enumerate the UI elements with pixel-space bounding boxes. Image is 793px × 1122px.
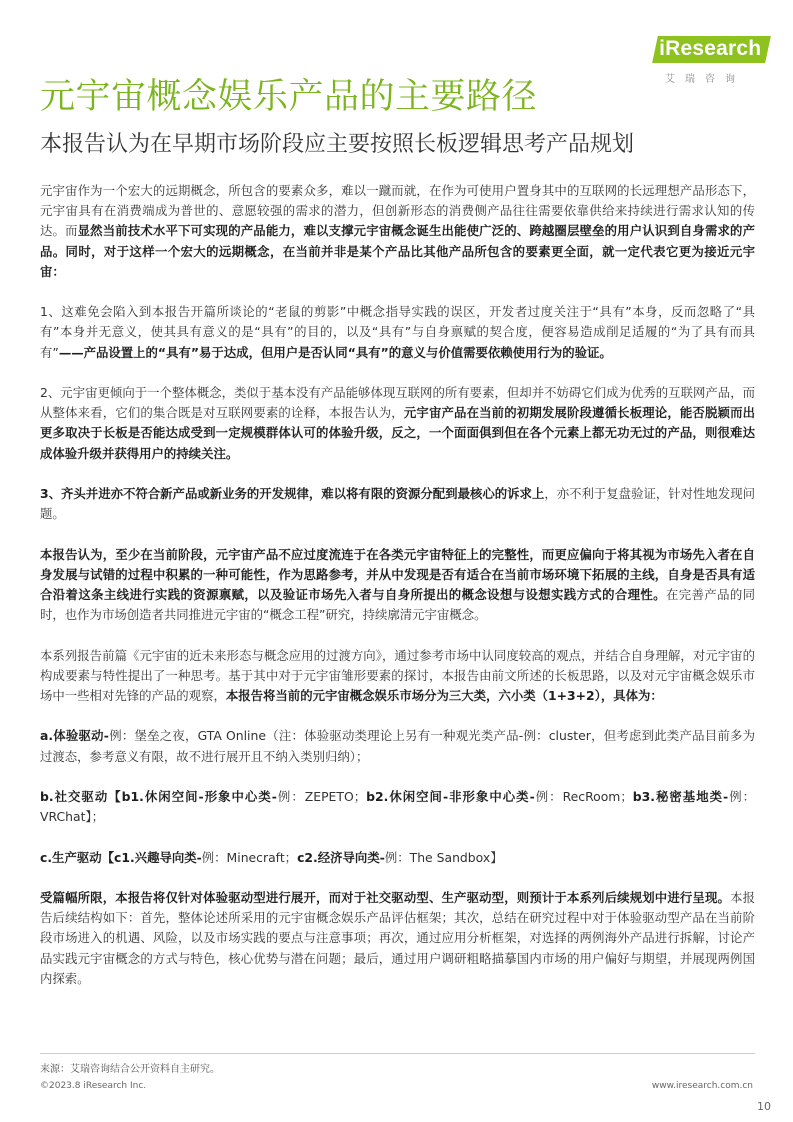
paragraph-intro: 元宇宙作为一个宏大的远期概念，所包含的要素众多，难以一蹴而就，在作为可使用户置身其中的互联网的长远理想产品形态下，元宇宙具有在消费端成为普世的、意愿较强的需求的潜力，但创新形态的消费侧产品往往需要依靠供给来持续进行需求认知的传达。而显然当前技术水平下可实现的产品能力，难以支撑元宇宙概念诞生出能使广泛的、跨越圈层壁垒的用户认识到自身需求的产品。同时，对于这样一个宏大的远期概念，在当前并非是某个产品比其他产品所包含的要素更全面，就一定代表它更为接近元宇宙： <box>40 183 756 279</box>
logo-subtitle: 艾瑞咨询 <box>665 74 745 85</box>
website-url: www.iresearch.com.cn <box>651 1081 753 1091</box>
source-note: 来源：艾瑞咨询结合公开资料自主研究。 <box>40 1064 220 1075</box>
page-title: 元宇宙概念娱乐产品的主要路径 <box>40 77 538 117</box>
report-body <box>40 181 755 1009</box>
logo-wordmark: iResearch <box>659 37 762 60</box>
paragraph-point-1: 1、这难免会陷入到本报告开篇所谈论的“老鼠的剪影”中概念指导实践的误区，开发者过度关注于“具有”本身，反而忽略了“具有”本身并无意义，使其具有意义的是“具有”的目的，以及“具有”与自身禀赋的契合度，便容易造成削足适履的“为了具有而具有”——产品设置上的“具有”易于达成，但用户是否认同“具有”的意义与价值需要依赖使用行为的验证。 <box>40 304 755 360</box>
paragraph-structure: 受篇幅所限，本报告将仅针对体验驱动型进行展开，而对于社交驱动型、生产驱动型，则预计于本系列后续规划中进行呈现。本报告后续结构如下：首先，整体论述所采用的元宇宙概念娱乐产品评估框架；其次，总结在研究过程中对于体验驱动型产品在当前阶段市场进入的机遇、风险，以及市场实践的要点与注意事项；再次，通过应用分析框架，对选择的两例海外产品进行拆解，讨论产品实践元宇宙概念的方式与特色，核心优势与潜在问题；最后，通过用户调研粗略描摹国内市场的用户偏好与期望，并展现两例国内探索。 <box>40 889 756 986</box>
page-number: 10 <box>757 1100 771 1113</box>
category-b-social: b.社交驱动【b1.休闲空间-形象中心类-例：ZEPETO；b2.休闲空间-非形象中心类-例：RecRoom；b3.秘密基地类-例：VRChat】； <box>40 788 756 825</box>
paragraph-categories-intro: 本系列报告前篇《元宇宙的近未来形态与概念应用的过渡方向》，通过参考市场中认同度较高的观点，并结合自身理解，对元宇宙的构成要素与特性提出了一种思考。基于其中对于元宇宙雏形要素的探讨，本报告由前文所述的长板思路，以及对元宇宙概念娱乐市场中一些相对先锋的产品的观察，本报告将当前的元宇宙概念娱乐市场分为三大类，六小类（1+3+2），具体为： <box>40 647 755 703</box>
footer-divider <box>40 1053 755 1054</box>
copyright: ©2023.8 iResearch Inc. <box>40 1081 147 1091</box>
paragraph-point-3: 3、齐头并进亦不符合新产品或新业务的开发规律，难以将有限的资源分配到最核心的诉求上，亦不利于复盘验证，针对性地发现问题。 <box>40 486 755 522</box>
paragraph-point-2: 2、元宇宙更倾向于一个整体概念，类似于基本没有产品能够体现互联网的所有要素，但却并不妨碍它们成为优秀的互联网产品，而从整体来看，它们的集合既是对互联网要素的诠释，本报告认为，元宇宙产品在当前的初期发展阶段遵循长板理论，能否脱颖而出更多取决于长板是否能达成受到一定规模群体认可的体验升级，反之，一个面面俱到但在各个元素上都无功无过的产品，则很难达成体验升级并获得用户的持续关注。 <box>40 385 756 461</box>
paragraph-conclusion: 本报告认为，至少在当前阶段，元宇宙产品不应过度流连于在各类元宇宙特征上的完整性，而更应偏向于将其视为市场先入者在自身发展与试错的过程中积累的一种可能性，作为思路参考，并从中发现是否有适合在当前市场环境下拓展的主线，自身是否具有适合沿着这条主线进行实践的资源禀赋，以及验证市场先入者与自身所提出的概念设想与设想实践方式的合理性。在完善产品的同时，也作为市场创造者共同推进元宇宙的“概念工程”研究，持续廓清元宇宙概念。 <box>40 546 756 623</box>
category-a-experience: a.体验驱动-例：堡垒之夜，GTA Online（注：体验驱动类理论上另有一种观光类产品-例：cluster，但考虑到此类产品目前多为过渡态，参考意义有限，故不进行展开且不纳入类别归纳）； <box>40 728 755 764</box>
iresearch-logo <box>655 36 767 86</box>
category-c-production: c.生产驱动【c1.兴趣导向类-例：Minecraft；c2.经济导向类-例：The Sandbox】 <box>40 849 503 865</box>
page-subtitle: 本报告认为在早期市场阶段应主要按照长板逻辑思考产品规划 <box>40 132 635 157</box>
